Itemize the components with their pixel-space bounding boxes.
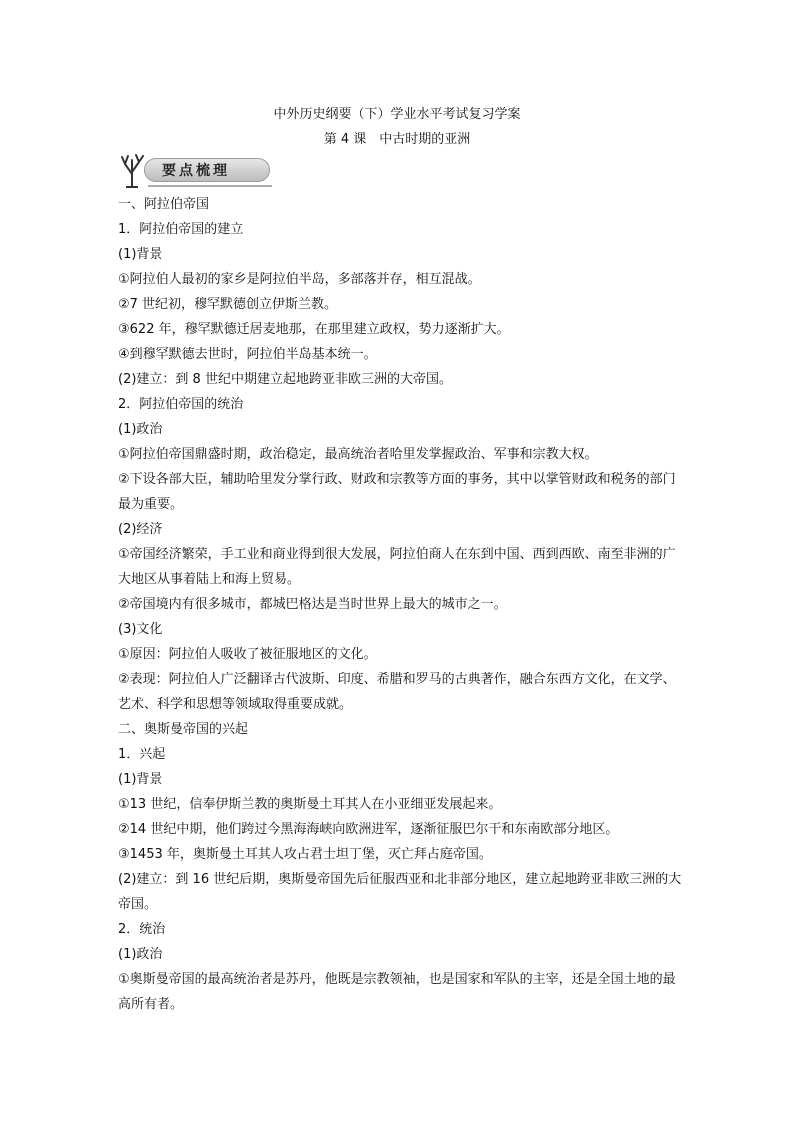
list-item: ②帝国境内有很多城市，都城巴格达是当时世界上最大的城市之一。 (118, 597, 507, 612)
list-item: ①阿拉伯帝国鼎盛时期，政治稳定，最高统治者哈里发掌握政治、军事和宗教大权。 (118, 447, 598, 462)
list-item: ③622 年，穆罕默德迁居麦地那，在那里建立政权，势力逐渐扩大。 (118, 322, 510, 337)
list-item: ③1453 年，奥斯曼土耳其人攻占君士坦丁堡，灭亡拜占庭帝国。 (118, 847, 492, 862)
section-badge (118, 152, 272, 188)
badge-underline (148, 185, 272, 187)
list-item: ②下设各部大臣，辅助哈里发分掌行政、财政和宗教等方面的事务，其中以掌管财政和税务的部门最为重要。 (118, 472, 676, 512)
heading-arab-empire: 一、阿拉伯帝国 (118, 197, 210, 212)
subsection-label: (1)政治 (118, 422, 163, 437)
list-item: ①原因：阿拉伯人吸收了被征服地区的文化。 (118, 647, 377, 662)
subheading: 1．阿拉伯帝国的建立 (118, 222, 244, 237)
list-item: ①帝国经济繁荣，手工业和商业得到很大发展，阿拉伯商人在东到中国、西到西欧、南至非洲的广大地区从事着陆上和海上贸易。 (118, 547, 676, 587)
badge-label: 要点梳理 (162, 163, 230, 179)
subsection-label: (3)文化 (118, 622, 163, 637)
list-item: ①阿拉伯人最初的家乡是阿拉伯半岛，多部落并存，相互混战。 (118, 272, 481, 287)
tree-icon (118, 152, 146, 188)
list-item: ①奥斯曼帝国的最高统治者是苏丹，他既是宗教领袖，也是国家和军队的主宰，还是全国土地的最高所有者。 (118, 972, 676, 1012)
list-item: ①13 世纪，信奉伊斯兰教的奥斯曼土耳其人在小亚细亚发展起来。 (118, 797, 502, 812)
subheading: 2．阿拉伯帝国的统治 (118, 397, 244, 412)
list-item: ②表现：阿拉伯人广泛翻译古代波斯、印度、希腊和罗马的古典著作，融合东西方文化，在文学、艺术、科学和思想等领域取得重要成就。 (118, 672, 676, 712)
subsection-label: (1)背景 (118, 247, 163, 262)
subsection-label: (1)政治 (118, 947, 163, 962)
subsection-label: (1)背景 (118, 772, 163, 787)
subsection-label: (2)经济 (118, 522, 163, 537)
subheading: 2．统治 (118, 922, 166, 937)
document-title: 中外历史纲要（下）学业水平考试复习学案 (273, 107, 521, 122)
list-item: (2)建立：到 8 世纪中期建立起地跨亚非欧三洲的大帝国。 (118, 372, 452, 387)
list-item: ④到穆罕默德去世时，阿拉伯半岛基本统一。 (118, 347, 377, 362)
heading-ottoman-empire: 二、奥斯曼帝国的兴起 (118, 722, 249, 737)
list-item: ②14 世纪中期，他们跨过今黑海海峡向欧洲进军，逐渐征服巴尔干和东南欧部分地区。 (118, 822, 619, 837)
content-body (118, 192, 683, 1017)
lesson-title: 第 4 课 中古时期的亚洲 (323, 132, 471, 147)
list-item: (2)建立：到 16 世纪后期，奥斯曼帝国先后征服西亚和北非部分地区，建立起地跨亚非欧三洲的大帝国。 (118, 872, 682, 912)
subheading: 1．兴起 (118, 747, 166, 762)
list-item: ②7 世纪初，穆罕默德创立伊斯兰教。 (118, 297, 338, 312)
